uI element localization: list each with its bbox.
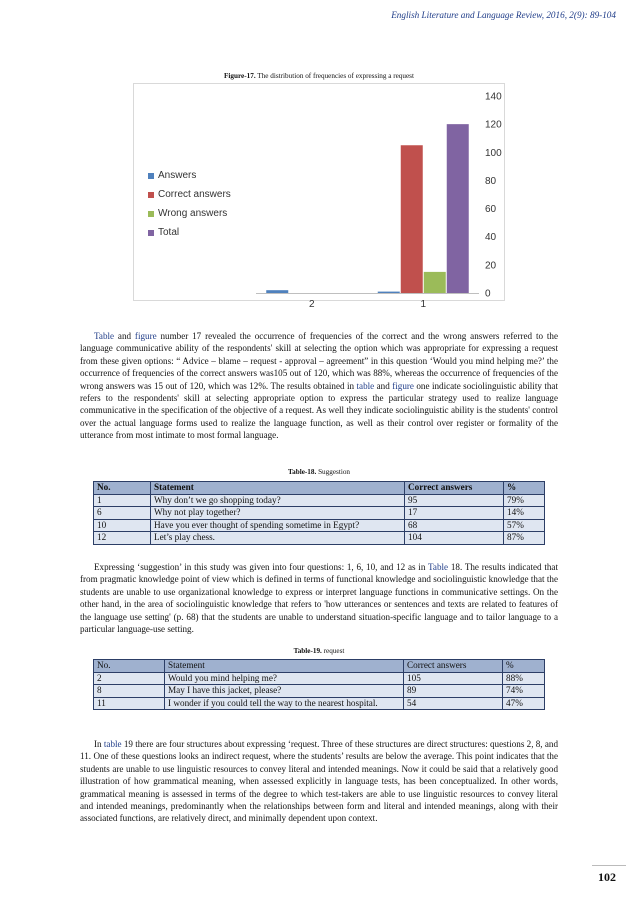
- figure-17-chart: [133, 83, 505, 310]
- text-run: In: [94, 739, 104, 749]
- header-cell: Correct answers: [404, 660, 503, 673]
- cell-percent: 79%: [504, 494, 545, 507]
- header-cell: No.: [94, 660, 165, 673]
- cell-no: 2: [94, 672, 165, 685]
- cell-statement: Have you ever thought of spending sometime in Egypt?: [151, 519, 405, 532]
- cell-percent: 14%: [504, 507, 545, 520]
- y-tick-label: 140: [485, 91, 502, 103]
- x-tick-label: 1: [420, 299, 427, 310]
- table-row: [94, 507, 545, 520]
- cell-no: 1: [94, 494, 151, 507]
- cell-correct: 54: [404, 697, 503, 710]
- y-tick-label: 40: [485, 232, 497, 244]
- cell-percent: 57%: [504, 519, 545, 532]
- table-18-title: Suggestion: [318, 468, 351, 476]
- table-18: [93, 481, 545, 545]
- table-18-label: Table-18.: [287, 468, 317, 476]
- header-cell: No.: [94, 482, 151, 495]
- table-link[interactable]: Table: [94, 331, 115, 341]
- paragraph-table17-discussion: [80, 330, 558, 442]
- legend-item: [148, 185, 231, 204]
- cell-percent: 74%: [503, 685, 545, 698]
- cell-correct: 17: [405, 507, 504, 520]
- table-19-header-row: [94, 660, 545, 673]
- cell-no: 12: [94, 532, 151, 545]
- running-head: English Literature and Language Review, 2016, 2(9): 89-104: [391, 10, 616, 20]
- text-run: 19 there are four structures about expressing ‘request. Three of these structures are direct structures: questions 2, 8, and 11. One of these questions looks an indirect request, where the students’ results are below the average. This point indicates that the students are unable to use linguistic resources to convey literal and intended meanings. Now it could be said that a relatively good illustration of how grammatical meaning, when assessed explicitly in language tests, has been conceptualized. In other words, grammatical meaning is assessed in terms of the degree to which test-takers are able to use linguistic resources to convey literal and intended meanings, predominantly when the relationships between form and literal and intended meanings, along with their associated functions, are relatively direct, and minimally dependent upon context.: [80, 739, 558, 824]
- cell-statement: Let’s play chess.: [151, 532, 405, 545]
- cell-statement: Would you mind helping me?: [165, 672, 404, 685]
- legend-swatch: [148, 230, 154, 236]
- cell-no: 6: [94, 507, 151, 520]
- cell-statement: Why don’t we go shopping today?: [151, 494, 405, 507]
- legend-item: [148, 166, 231, 185]
- legend-item: [148, 223, 231, 242]
- cell-statement: May I have this jacket, please?: [165, 685, 404, 698]
- cell-percent: 47%: [503, 697, 545, 710]
- table-row: [94, 697, 545, 710]
- cell-no: 11: [94, 697, 165, 710]
- cell-correct: 68: [405, 519, 504, 532]
- cell-no: 8: [94, 685, 165, 698]
- table-18-caption: [0, 468, 638, 476]
- y-tick-label: 20: [485, 260, 497, 272]
- paragraph-table18-discussion: [80, 561, 558, 635]
- cell-percent: 88%: [503, 672, 545, 685]
- text-run: one indicate sociolinguistic ability that refers to the respondents' skill at selecting appropriate option to express the particular strategy used to realize language communicative in the specification of the objective of a request. As well they indicate sociolinguistic ability is the students' control over the actual language forms used to realize the language function, as well as their control over register or formality of the utterance from most intimate to most formal language.: [80, 380, 558, 441]
- cell-statement: I wonder if you could tell the way to the nearest hospital.: [165, 697, 404, 710]
- cell-correct: 95: [405, 494, 504, 507]
- legend-swatch: [148, 192, 154, 198]
- bar-answers: [378, 292, 400, 293]
- bar-wrong-answers: [424, 272, 446, 293]
- table-link[interactable]: Table: [428, 562, 449, 572]
- cell-correct: 104: [405, 532, 504, 545]
- legend-swatch: [148, 173, 154, 179]
- table-19-title: request: [323, 647, 345, 655]
- legend-swatch: [148, 211, 154, 217]
- chart-legend: [148, 166, 231, 242]
- paragraph-table19-discussion: [80, 738, 558, 825]
- table-19-label: Table-19.: [293, 647, 322, 655]
- table-row: [94, 672, 545, 685]
- header-cell: %: [503, 660, 545, 673]
- cell-no: 10: [94, 519, 151, 532]
- bar-total: [447, 124, 469, 293]
- cell-correct: 105: [404, 672, 503, 685]
- table-link-2[interactable]: table: [356, 380, 375, 391]
- figure-link-2[interactable]: figure: [392, 380, 414, 391]
- table-row: [94, 519, 545, 532]
- table-row: [94, 685, 545, 698]
- table-link[interactable]: table: [103, 739, 122, 749]
- figure-17-title: The distribution of frequencies of expressing a request: [257, 72, 414, 80]
- legend-label: Correct answers: [158, 189, 231, 200]
- y-tick-label: 100: [485, 147, 502, 159]
- header-cell: %: [504, 482, 545, 495]
- cell-percent: 87%: [504, 532, 545, 545]
- header-cell: Correct answers: [405, 482, 504, 495]
- table-19: [93, 659, 545, 710]
- legend-label: Total: [158, 227, 180, 238]
- bar-correct-answers: [401, 145, 423, 293]
- page-number: 102: [598, 870, 616, 884]
- table-row: [94, 532, 545, 545]
- text-run: Expressing ‘suggestion’ in this study was given into four questions: 1, 6, 10, and 12 as in: [94, 562, 428, 572]
- header-cell: Statement: [165, 660, 404, 673]
- legend-label: Wrong answers: [158, 208, 228, 219]
- text-run: number 17 revealed the occurrence of frequencies of the correct and the wrong answers referred to the language communicative ability of the respondents' skill at selecting the option which was appropriate for expressing a request from these given options: “ Advice – blame – request - approval – agreement” in this question ‘Would you mind helping me?’ the occurrence of frequencies of the correct answers was105 out of 120, which was 88%, whereas the occurrence of frequencies of the wrong answers was 15 out of 120, which was 12%. The results obtained in: [80, 331, 558, 391]
- table-19-caption: [0, 647, 638, 655]
- cell-statement: Why not play together?: [151, 507, 405, 520]
- legend-label: Answers: [158, 170, 197, 181]
- figure-17-label: Figure-17.: [224, 72, 256, 80]
- legend-item: [148, 204, 231, 223]
- text-run: and: [374, 380, 393, 391]
- y-tick-label: 120: [485, 119, 502, 131]
- figure-17-caption: [0, 72, 638, 80]
- cell-correct: 89: [404, 685, 503, 698]
- footer-rule: [592, 865, 626, 866]
- text-run: and: [114, 331, 135, 341]
- table-18-header-row: [94, 482, 545, 495]
- x-tick-label: 2: [308, 299, 315, 310]
- y-tick-label: 0: [485, 288, 491, 300]
- text-run: 18. The results indicated that from pragmatic knowledge point of view which is defined in terms of functional knowledge and sociolinguistic knowledge that the students are unable to use organizational knowledge to express or interpret language functions in communicative settings. On the other hand, in the area of sociolinguistic knowledge that refers to 'how utterances or sentences and texts are related to features of the language use setting' (p. 68) that the students are unable to understand situation-specific language and to tailor language to a particular language-use setting.: [80, 562, 558, 635]
- table-row: [94, 494, 545, 507]
- figure-link[interactable]: figure: [134, 331, 157, 341]
- header-cell: Statement: [151, 482, 405, 495]
- y-tick-label: 80: [485, 175, 497, 187]
- bar-answers: [266, 290, 288, 293]
- y-tick-label: 60: [485, 204, 497, 216]
